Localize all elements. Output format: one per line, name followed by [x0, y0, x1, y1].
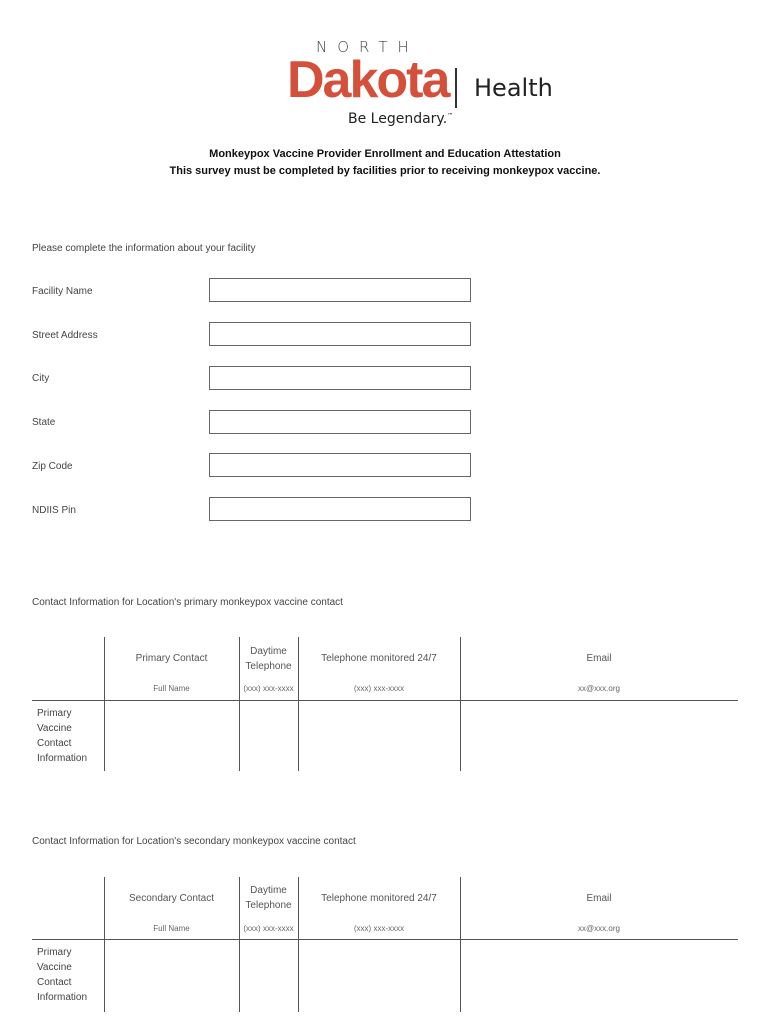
column-header-daytime-telephone: Daytime Telephone — [245, 646, 292, 672]
row-label: Primary Vaccine Contact Information — [37, 947, 88, 1003]
hint-email: xx@xxx.org — [578, 924, 620, 933]
state-input[interactable] — [209, 410, 471, 434]
secondary-contact-name-cell[interactable] — [105, 940, 239, 1012]
primary-contact-name-cell[interactable] — [105, 701, 239, 771]
primary-daytime-telephone-cell[interactable] — [240, 701, 298, 771]
logo-divider — [455, 68, 457, 108]
secondary-email-cell[interactable] — [461, 940, 738, 1012]
primary-contact-heading: Contact Information for Location's primary monkeypox vaccine contact — [32, 597, 343, 608]
column-header-primary-contact: Primary Contact — [135, 653, 208, 664]
ndiis-pin-input[interactable] — [209, 497, 471, 521]
logo-dakota: Dakota — [287, 51, 449, 109]
primary-contact-table — [0, 637, 770, 773]
primary-telephone-24-7-cell[interactable] — [299, 701, 460, 771]
zip-code-input[interactable] — [209, 453, 471, 477]
row-label: Primary Vaccine Contact Information — [37, 708, 88, 764]
hint-full-name: Full Name — [153, 924, 190, 933]
hint-daytime-telephone: (xxx) xxx-xxxx — [243, 924, 294, 933]
street-address-input[interactable] — [209, 322, 471, 346]
column-header-secondary-contact: Secondary Contact — [128, 893, 215, 904]
secondary-contact-table — [0, 877, 770, 1017]
document-subtitle: This survey must be completed by facilities prior to receiving monkeypox vaccine. — [169, 165, 601, 177]
logo-north: NORTH — [316, 38, 419, 56]
column-header-telephone-24-7: Telephone monitored 24/7 — [321, 653, 437, 664]
document-title: Monkeypox Vaccine Provider Enrollment and Education Attestation — [209, 148, 561, 160]
logo-tagline: Be Legendary.™ — [348, 111, 454, 127]
secondary-contact-heading: Contact Information for Location's secondary monkeypox vaccine contact — [32, 836, 356, 847]
ndiis-pin-label: NDIIS Pin — [32, 505, 76, 516]
state-label: State — [32, 417, 56, 428]
street-address-label: Street Address — [32, 330, 98, 341]
hint-full-name: Full Name — [153, 684, 190, 693]
facility-name-label: Facility Name — [32, 286, 93, 297]
column-header-telephone-24-7: Telephone monitored 24/7 — [321, 893, 437, 904]
primary-email-cell[interactable] — [461, 701, 738, 771]
column-header-daytime-telephone: Daytime Telephone — [245, 885, 292, 911]
secondary-telephone-24-7-cell[interactable] — [299, 940, 460, 1012]
secondary-daytime-telephone-cell[interactable] — [240, 940, 298, 1012]
hint-telephone-24-7: (xxx) xxx-xxxx — [353, 924, 405, 933]
city-label: City — [32, 373, 50, 384]
hint-telephone-24-7: (xxx) xxx-xxxx — [353, 684, 405, 693]
zip-code-label: Zip Code — [32, 461, 73, 472]
hint-email: xx@xxx.org — [578, 684, 620, 693]
facility-intro: Please complete the information about your facility — [32, 243, 256, 254]
logo — [0, 0, 770, 130]
city-input[interactable] — [209, 366, 471, 390]
logo-health: Health — [474, 74, 553, 102]
column-header-email: Email — [586, 893, 612, 904]
hint-daytime-telephone: (xxx) xxx-xxxx — [243, 684, 294, 693]
column-header-email: Email — [586, 653, 612, 664]
facility-name-input[interactable] — [209, 278, 471, 302]
